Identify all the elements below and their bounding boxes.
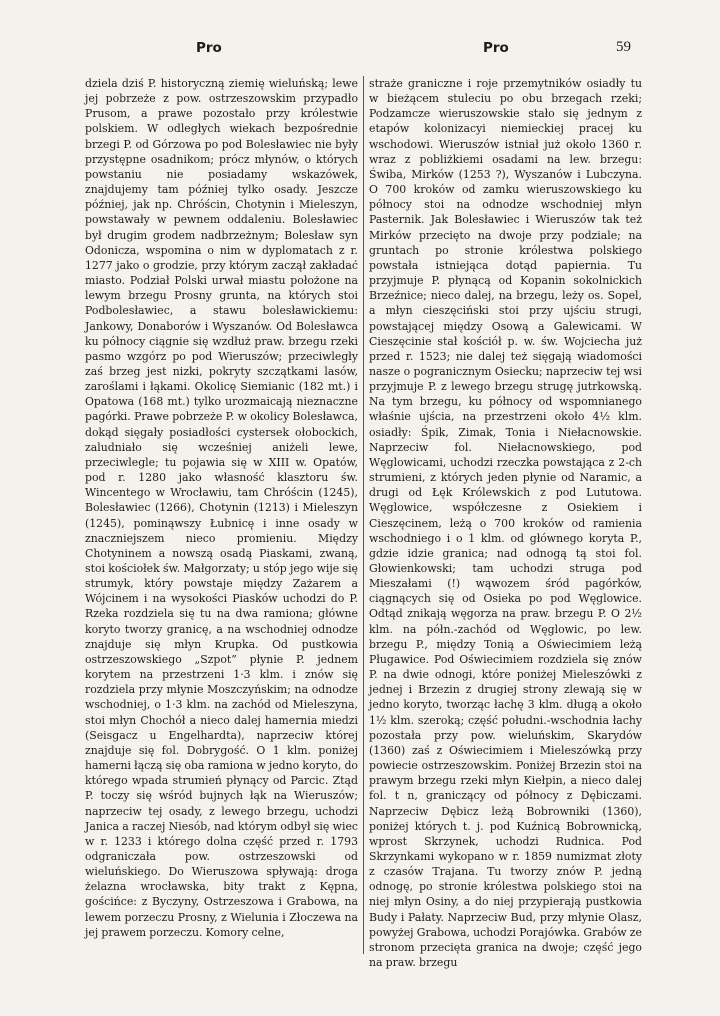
running-head-right: Pro — [483, 40, 509, 56]
text-column-left: dziela dziś P. historyczną ziemię wieluńską; lewe jej pobrzeże z pow. ostrzeszowskim przypadło Prusom, a prawe pozostało przy królestwie polskiem. W odległych wiekach bezpośrednie brzegi P. od Górzowa po pod Bolesławiec nie były przystępne osadnikom; prócz młynów, o których powstaniu nie posiadamy wskazówek, znajdujemy tam później tylko osady. Jeszcze później, jak np. Chróścin, Chotynin i Mieleszyn, powstawały w pewnem oddaleniu. Bolesławiec był drugim grodem nadbrzeżnym; Bolesław syn Odonicza, wspomina o nim w dyplomatach z r. 1277 jako o grodzie, przy którym zaczął zakładać miasto. Podział Polski urwał miastu położone na lewym brzegu Prosny grunta, na których stoi Podbolesławiec, a stawu bolesławickiemu: Jankowy, Donaborów i Wyszanów. Od Bolesławca ku północy ciągnie się wzdłuż praw. brzegu rzeki pasmo wzgórz po pod Wieruszów; przeciwległy zaś brzeg jest nizki, pokryty szczątkami lasów, zaroślami i łąkami. Okolicę Siemianic (182 mt.) i Opatowa (168 mt.) tylko urozmaicają nieznaczne pagórki. Prawe pobrzeże P. w okolicy Bolesławca, dokąd sięgały posiadłości cystersek ołobockich, zaludniało się wcześniej aniżeli lewe, przeciwlegle; tu pojawia się w XIII w. Opatów, pod r. 1280 jako własność klasztoru św. Wincentego w Wrocławiu, tam Chróścin (1245), Bolesławiec (1266), Chotynin (1213) i Mieleszyn (1245), pominąwszy Łubnicę i inne osady w znaczniejszem nieco promieniu. Między Chotyninem a nowszą osadą Piaskami, zwaną, stoi kościołek św. Małgorzaty; u stóp jego wije się strumyk, który powstaje między Zażarem a Wójcinem i na wysokości Piasków uchodzi do P. Rzeka rozdziela się tu na dwa ramiona; główne koryto tworzy granicę, a na wschodniej odnodze znajduje się młyn Krupka. Od pustkowia ostrzeszowskiego „Szpot” płynie P. jednem korytem na przestrzeni 1·3 klm. i znów się rozdziela przy młynie Moszczyńskim; na odnodze wschodniej, o 1·3 klm. na zachód od Mieleszyna, stoi młyn Chochół a nieco dalej hamernia miedzi (Seisgacz u Engelhardta), naprzeciw której znajduje się fol. Dobrygość. O 1 klm. poniżej hamerni łączą się oba ramiona w jedno koryto, do którego wpada strumień płynący od Parcic. Ztąd P. toczy się wśród bujnych łąk na Wieruszów; naprzeciw tej osady, z lewego brzegu, uchodzi Janica a raczej Niesób, nad którym odbył się wiec w r. 1233 i którego dolna część przed r. 1793 odgraniczała pow. ostrzeszowski od wieluńskiego. Do Wieruszowa spływają: droga żelazna wrocławska, bity trakt z Kępna, gościńce: z Byczyny, Ostrzeszowa i Grabowa, na lewem porzeczu Prosny, z Wielunia i Złoczewa na jej prawem porzeczu. Komory celne, — [85, 77, 358, 939]
column-divider — [363, 76, 364, 954]
running-head-left: Pro — [196, 40, 222, 56]
text-column-right: straże graniczne i roje przemytników osiadły tu w bieżącem stuleciu po obu brzegach rzeki; Podzamcze wieruszowskie stało się jednym z etapów kolonizacyi niemieckiej pracej ku wschodowi. Wieruszów istniał już około 1360 r. wraz z pobliżkiemi osadami na lew. brzegu: Świba, Mirków (1253 ?), Wyszanów i Lubczyna. O 700 kroków od zamku wieruszowskiego ku północy stoi na odnodze wschodniej młyn Pasternik. Jak Bolesławiec i Wieruszów tak też Mirków przecięto na dwoje przy podziale; na gruntach po stronie królestwa polskiego powstała istniejąca dotąd papiernia. Tu przyjmuje P. płynącą od Kopanin sokolnickich Brzeźnice; nieco dalej, na brzegu, leży os. Sopel, a młyn cieszęciński stoi przy ujściu strugi, powstającej między Osową a Galewicami. W Cieszęcinie stał kościół p. w. św. Wojciecha już przed r. 1523; nie dalej też sięgają wiadomości nasze o pogranicznym Osiecku; naprzeciw tej wsi przyjmuje P. z lewego brzegu strugę jutrkowską. Na tym brzegu, ku północy od wspomnianego właśnie ujścia, na przestrzeni około 4½ klm. osiadły: Śpik, Zimak, Tonia i Niełacnowskie. Naprzeciw fol. Niełacnowskiego, pod Węglowicami, uchodzi rzeczka powstająca z 2-ch strumieni, z których jeden płynie od Naramic, a drugi od Łęk Królewskich z pod Lututowa. Węglowice, współczesne z Osiekiem i Cieszęcinem, leżą o 700 kroków od ramienia wschodniego i o 1 klm. od głównego koryta P., gdzie idzie granica; nad odnogą tą stoi fol. Głowienkowski; tam uchodzi struga pod Mieszałami (!) wąwozem śród pagórków, ciągnących się od Osieka po pod Węglowice. Odtąd znikają węgorza na praw. brzegu P. O 2½ klm. na półn.-zachód od Węglowic, po lew. brzegu P., między Tonią a Oświecimiem leżą Pługawice. Pod Oświecimiem rozdziela się znów P. na dwie odnogi, które poniżej Mieleszówki z jednej i Brzezin z drugiej strony zlewają się w jedno koryto, tworząc łachę 3 klm. długą a około 1½ klm. szeroką; część południ.-wschodnia łachy pozostała przy pow. wieluńskim, Skarydów (1360) zaś z Oświecimiem i Mieleszówką przy powiecie ostrzeszowskim. Poniżej Brzezin stoi na prawym brzegu rzeki młyn Kiełpin, a nieco dalej fol. t n, graniczący od północy z Dębiczami. Naprzeciw Dębicz leżą Bobrowniki (1360), poniżej których t. j. pod Kuźnicą Bobrownicką, wprost Skrzynek, uchodzi Rudnica. Pod Skrzynkami wykopano w r. 1859 numizmat złoty z czasów Trajana. Tu tworzy znów P. jedną odnogę, po stronie królestwa polskiego stoi na niej młyn Osiny, a do niej przypierają pustkowia Budy i Pałaty. Naprzeciw Bud, przy młynie Olasz, powyżej Grabowa, uchodzi Porajówka. Grabów ze stronom przecięta granica na dwoje; część jego na praw. brzegu — [369, 77, 642, 970]
page-number: 59 — [616, 39, 631, 55]
